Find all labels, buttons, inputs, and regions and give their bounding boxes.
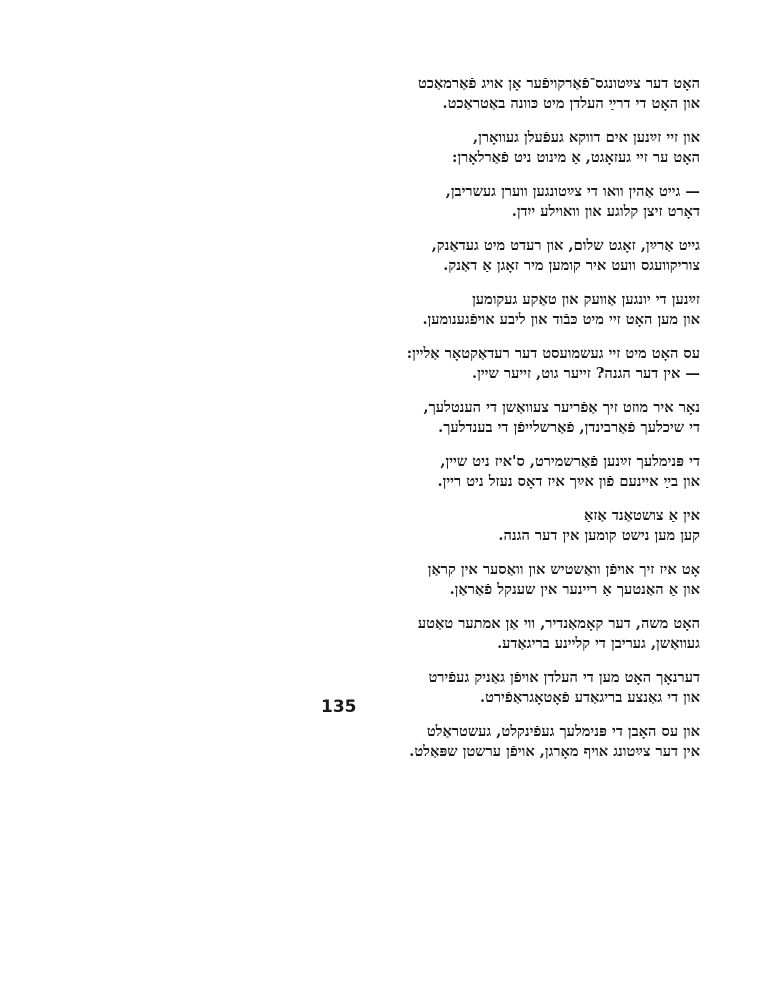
stanza	[340, 128, 700, 168]
poem-line: און עס האָבן די פּנימלעך געפֿינקלט, געשטראַלט	[426, 723, 700, 740]
poem-line: אין אַ צושטאַנד אַזאַ	[583, 507, 700, 524]
poem-line: האָט דער צײַטונגס־פֿאַרקויפֿער אָן אויג פֿאַרמאַכט	[417, 75, 700, 92]
stanza	[340, 74, 700, 114]
poem-line: און זיי זײַנען אים דווקא געפֿעלן געוואָרן,	[473, 129, 700, 146]
poem-line: און האָט די דרײַ העלדן מיט כּוונה באַטראַכט.	[442, 95, 700, 112]
poem-line: די שיכלעך פֿאַרבינדן, פֿאַרשלייפֿן די בענדלעך.	[438, 419, 700, 436]
poem-line: — אין דער הגנה? זייער גוט, זייער שיין.	[472, 365, 700, 382]
poem-text	[340, 74, 700, 776]
poem-line: האָט משה, דער קאָמאַנדיר, ווי אַן אמתער טאַטע	[417, 615, 700, 632]
stanza	[340, 344, 700, 384]
poem-line: קען מען נישט קומען אין דער הגנה.	[498, 527, 700, 544]
poem-line: עס האָט מיט זיי געשמועסט דער רעדאַקטאָר אַליין:	[406, 345, 700, 362]
poem-line: און מען האָט זיי מיט כּבֿוד און ליבע אויפֿגענומען.	[422, 311, 700, 328]
poem-line: און אַ האַנטעך אַ ריינער אין שענקל פֿאַראַן.	[449, 581, 700, 598]
stanza	[340, 614, 700, 654]
poem-line: די פּנימלעך זײַנען פֿאַרשמירט, ס'איז ניט שיין,	[440, 453, 700, 470]
poem-line: און די גאַנצע בריגאַדע פֿאָטאָגראַפֿירט.	[479, 689, 700, 706]
stanza	[340, 398, 700, 438]
stanza	[340, 506, 700, 546]
poem-line: גייט אַרײַן, זאָגט שלום, און רעדט מיט געדאַנק,	[431, 237, 700, 254]
poem-line: נאָר איר מוזט זיך אַפֿריער צעוואַשן די הענטלעך,	[423, 399, 700, 416]
stanza	[340, 668, 700, 708]
stanza	[340, 722, 700, 762]
poem-line: זײַנען די יונגען אַוועק און טאַקע געקומען	[472, 291, 700, 308]
stanza	[340, 290, 700, 330]
poem-line: דערנאָך האָט מען די העלדן אויפֿן גאַניק געפֿירט	[428, 669, 700, 686]
stanza	[340, 560, 700, 600]
poem-line: — גייט אַהין וואו די צײַטונגען ווערן געשריבן,	[445, 183, 700, 200]
stanza	[340, 236, 700, 276]
page-number: 135	[321, 697, 357, 717]
poem-line: אָט איז זיך אויפֿן וואַשטיש און וואַסער אין קראַן	[427, 561, 700, 578]
poem-line: און בײַ איינעם פֿון אײַך איז דאָס נעזל ניט ריין.	[437, 473, 700, 490]
poem-line: צוריקוועגס וועט איר קומען מיר זאָגן אַ דאַנק.	[443, 257, 700, 274]
poem-line: געוואַשן, געריבן די קליינע בריגאַדע.	[497, 635, 700, 652]
stanza	[340, 452, 700, 492]
poem-line: דאָרט זיצן קלוגע און וואוילע ייִדן.	[511, 203, 700, 220]
poem-line: אין דער צײַטונג אויף מאָרגן, אויפֿן ערשטן שפּאַלט.	[409, 743, 700, 760]
poem-line: האָט ער זיי געזאָגט, אַ מינוט ניט פֿאַרלאָרן:	[451, 149, 700, 166]
stanza	[340, 182, 700, 222]
